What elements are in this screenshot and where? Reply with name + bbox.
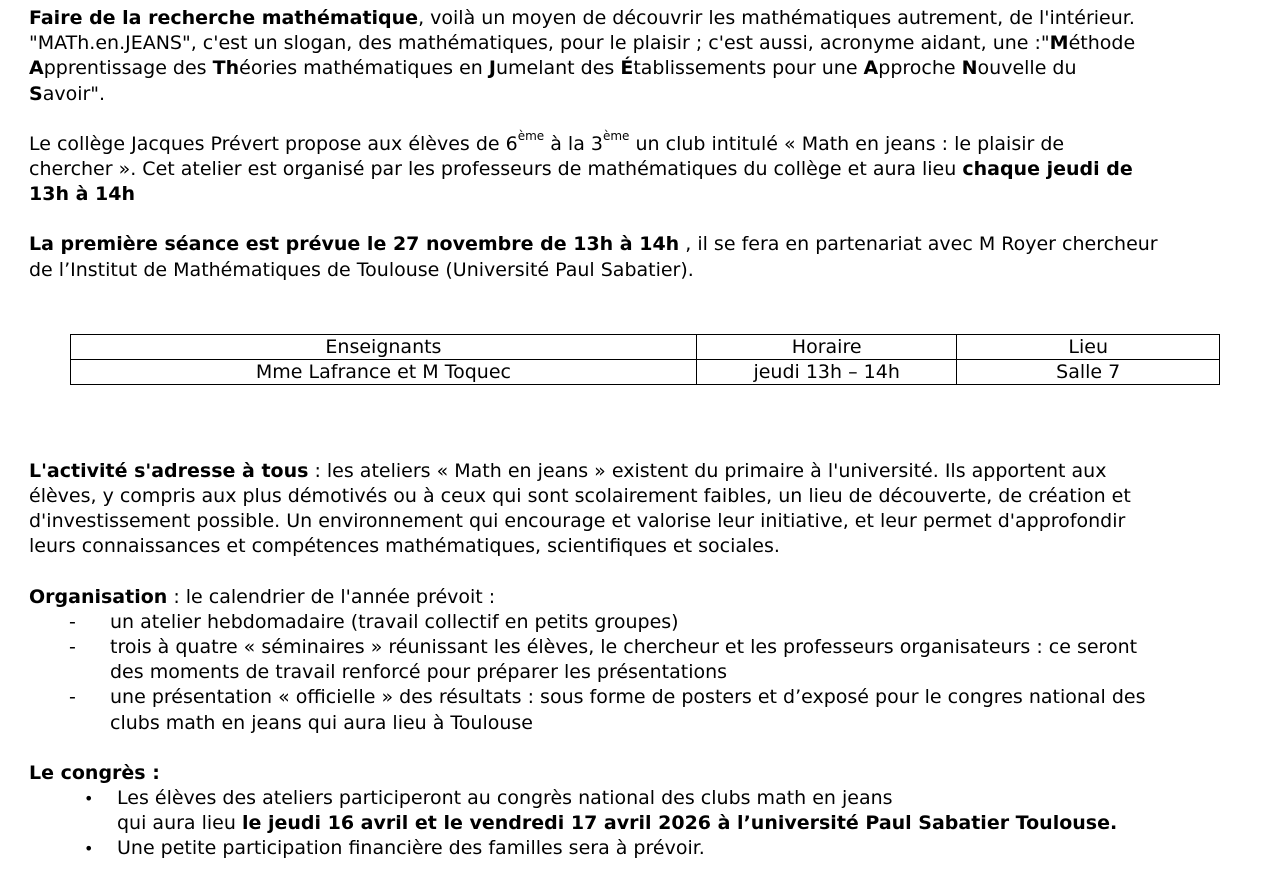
congres-list (29, 786, 1269, 862)
bullet-marker: • (84, 839, 94, 859)
club-paragraph (29, 128, 1269, 208)
header-horaire: Horaire (696, 334, 957, 359)
acronym-word: pprentissage des (43, 57, 213, 80)
list-item (29, 635, 1269, 685)
list-item (29, 836, 1269, 861)
dash-marker: - (69, 686, 76, 709)
organisation-heading-line (29, 585, 1269, 610)
acronym-word: éories mathématiques en (239, 57, 489, 80)
acronym-letter: É (620, 57, 634, 80)
organisation-heading: Organisation (29, 585, 168, 608)
superscript: ème (602, 128, 630, 143)
list-item (29, 610, 1269, 635)
congres-date-bold: le jeudi 16 avril et le vendredi 17 avril 2026 à l’université Paul Sabatier Toulouse. (241, 812, 1118, 835)
congres-heading: Le congrès : (29, 761, 160, 784)
club-schedule-bold: chaque jeudi de (962, 158, 1133, 181)
activity-text: élèves, y compris aux plus démotivés ou à ceux qui sont scolairement faibles, un lieu de découverte, de création et (29, 485, 1131, 508)
document-page (29, 6, 1269, 862)
cell-enseignants: Mme Lafrance et M Toquec (71, 359, 697, 384)
dash-marker: - (69, 610, 76, 633)
bullet-marker: • (84, 789, 94, 809)
first-session-text: , il se fera en partenariat avec M Royer chercheur (679, 233, 1158, 256)
list-item-text: clubs math en jeans qui aura lieu à Toulouse (110, 711, 534, 734)
club-schedule-bold: 13h à 14h (29, 183, 135, 206)
acronym-letter: M (1049, 32, 1069, 55)
activity-text: leurs connaissances et compétences mathématiques, scientifiques et sociales. (29, 535, 780, 558)
club-text: un club intitulé « Math en jeans : le plaisir de (629, 132, 1065, 155)
acronym-letter: Th (212, 57, 240, 80)
intro-paragraph (29, 6, 1269, 107)
activity-text: : les ateliers « Math en jeans » existent du primaire à l'université. Ils apportent aux (308, 459, 1107, 482)
cell-horaire: jeudi 13h – 14h (696, 359, 957, 384)
club-text: Le collège Jacques Prévert propose aux élèves de 6 (29, 132, 518, 155)
acronym-word: ouvelle du (977, 57, 1077, 80)
first-session-text: de l’Institut de Mathématiques de Toulouse (Université Paul Sabatier). (29, 258, 694, 281)
cell-lieu: Salle 7 (957, 359, 1220, 384)
schedule-table (70, 334, 1220, 385)
intro-heading: Faire de la recherche mathématique (29, 7, 419, 29)
activity-paragraph (29, 459, 1269, 560)
club-text: à la 3 (544, 132, 603, 155)
acronym-letter: J (488, 57, 496, 80)
list-item-text: une présentation « officielle » des résultats : sous forme de posters et d’exposé pour le congres national des (110, 686, 1146, 709)
table-row (71, 359, 1220, 384)
list-item-text: qui aura lieu (117, 812, 242, 835)
congres-heading-line (29, 761, 1269, 786)
acronym-word: éthode (1068, 32, 1136, 55)
club-text: chercher ». Cet atelier est organisé par les professeurs de mathématiques du collège et aura lieu (29, 158, 963, 181)
list-item-text: Les élèves des ateliers participeront au congrès national des clubs math en jeans (117, 787, 893, 810)
first-session-paragraph (29, 232, 1269, 282)
list-item-text: des moments de travail renforcé pour préparer les présentations (110, 661, 728, 684)
acronym-word: pproche (878, 57, 962, 80)
superscript: ème (517, 128, 545, 143)
header-enseignants: Enseignants (71, 334, 697, 359)
acronym-letter: A (863, 57, 879, 80)
acronym-letter: S (29, 82, 43, 105)
acronym-letter: N (961, 57, 978, 80)
intro-slogan: "MATh.en.JEANS", c'est un slogan, des mathématiques, pour le plaisir ; c'est aussi, acronyme aidant, une :" (29, 32, 1050, 55)
activity-heading: L'activité s'adresse à tous (29, 459, 309, 482)
dash-marker: - (69, 636, 76, 659)
table-header-row (71, 334, 1220, 359)
list-item-text: trois à quatre « séminaires » réunissant les élèves, le chercheur et les professeurs organisateurs : ce seront (110, 636, 1138, 659)
activity-text: d'investissement possible. Un environnement qui encourage et valorise leur initiative, et leur permet d'approfondir (29, 510, 1126, 533)
list-item (29, 786, 1269, 836)
list-item-text: un atelier hebdomadaire (travail collectif en petits groupes) (110, 610, 679, 633)
organisation-intro: : le calendrier de l'année prévoit : (167, 585, 496, 608)
organisation-list (29, 610, 1269, 736)
intro-text: , voilà un moyen de découvrir les mathématiques autrement, de l'intérieur. (418, 7, 1135, 29)
first-session-date: La première séance est prévue le 27 novembre de 13h à 14h (29, 233, 680, 256)
list-item (29, 685, 1269, 735)
list-item-text: Une petite participation financière des familles sera à prévoir. (117, 837, 705, 860)
header-lieu: Lieu (957, 334, 1220, 359)
acronym-word: avoir". (42, 82, 106, 105)
acronym-word: tablissements pour une (633, 57, 864, 80)
acronym-word: umelant des (495, 57, 621, 80)
acronym-letter: A (29, 57, 44, 80)
